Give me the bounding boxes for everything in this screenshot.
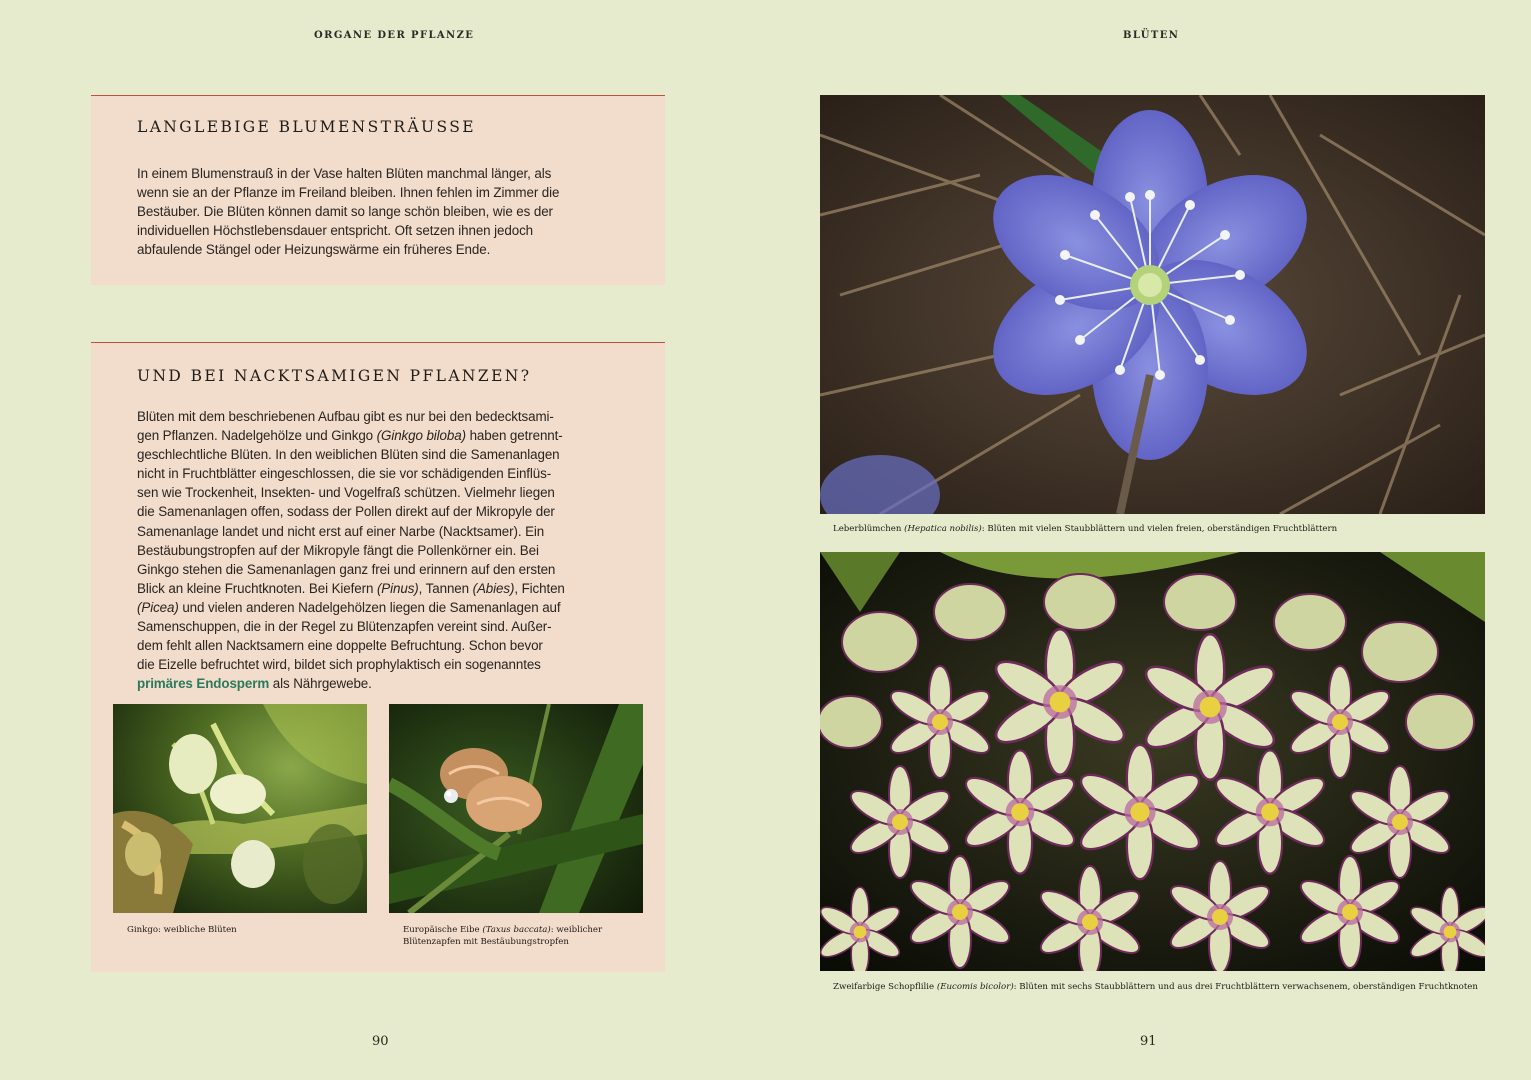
caption-hepatica (833, 524, 1337, 536)
text-run: , Tannen (418, 580, 473, 596)
caption-text: Zweifarbige Schopflilie (833, 982, 937, 992)
text-line: Ginkgo stehen die Samenanlagen ganz frei und erinnern auf den ersten (137, 561, 556, 577)
text-line: Samenschuppen, die in der Regel zu Blütenzapfen vereint sind. Außer- (137, 619, 552, 635)
box-text-bouquets (137, 164, 619, 259)
caption-text: Leberblümchen (833, 524, 905, 534)
text-run: , Fichten (514, 580, 565, 596)
photo-taxus-image (389, 704, 643, 913)
photo-eucomis-image (820, 552, 1485, 971)
caption-ginkgo: Ginkgo: weibliche Blüten (127, 925, 237, 935)
text-line (137, 598, 619, 617)
photo-ginkgo-image (113, 704, 367, 913)
caption-text: Europäische Eibe (403, 925, 483, 935)
text-line: abfaulende Stängel oder Heizungswärme ein früheres Ende. (137, 242, 491, 258)
photo-hepatica-image (820, 95, 1485, 514)
glossary-term-endosperm[interactable]: primäres Endosperm (137, 676, 270, 692)
box-title-gymnosperms: UND BEI NACKTSAMIGEN PFLANZEN? (137, 367, 532, 385)
box-title-bouquets: LANGLEBIGE BLUMENSTRÄUSSE (137, 118, 476, 136)
running-head-left: ORGANE DER PFLANZE (314, 30, 475, 41)
caption-taxus (403, 925, 602, 948)
text-run: und vielen anderen Nadelgehölzen liegen die Samenanlagen auf (178, 599, 561, 615)
text-line (137, 426, 619, 445)
box-text-gymnosperms (137, 407, 619, 693)
species-name: (Picea) (137, 599, 179, 615)
caption-eucomis (833, 982, 1478, 994)
info-box-bouquets (91, 95, 665, 285)
species-name: (Pinus) (376, 580, 419, 596)
text-line: Samenanlage landet und nicht erst auf einer Narbe (Nacktsamer). Ein (137, 523, 545, 539)
text-line: Bestäubungstropfen auf der Mikropyle fängt die Pollenkörner ein. Bei (137, 542, 539, 558)
photo-ginkgo-female-flowers (113, 704, 367, 913)
text-line: wenn sie an der Pflanze im Freiland bleiben. Ihnen fehlen im Zimmer die (137, 185, 560, 201)
text-line: die Samenanlagen offen, sodass der Pollen direkt auf der Mikropyle der (137, 504, 555, 520)
text-line (137, 579, 619, 598)
caption-text: : Blüten mit vielen Staubblättern und vielen freien, oberständigen Fruchtblättern (981, 524, 1338, 534)
text-run: haben getrennt- (465, 428, 563, 444)
photo-taxus-flower-cones (389, 704, 643, 913)
running-head-right: BLÜTEN (1123, 30, 1180, 41)
text-line: nicht in Fruchtblätter eingeschlossen, die sie vor schädigenden Einflüs- (137, 466, 552, 482)
text-line: Bestäuber. Die Blüten können damit so lange schön bleiben, wie es der (137, 204, 553, 220)
text-line: individuellen Höchstlebensdauer entspricht. Oft setzen ihnen jedoch (137, 223, 534, 239)
caption-text: Blütenzapfen mit Bestäubungstropfen (403, 936, 569, 947)
species-name: (Ginkgo biloba) (376, 428, 466, 444)
text-line: Blüten mit dem beschriebenen Aufbau gibt es nur bei den bedecktsami- (137, 409, 554, 424)
caption-text: : Blüten mit sechs Staubblättern und aus drei Fruchtblättern verwachsenem, oberständigen Fruchtknoten (1013, 982, 1478, 992)
page-number-right: 91 (1140, 1034, 1157, 1049)
text-run: als Nährgewebe. (269, 676, 372, 692)
photo-eucomis-bicolor (820, 552, 1485, 971)
photo-hepatica-nobilis (820, 95, 1485, 514)
caption-text: : weiblicher (550, 925, 603, 935)
species-name: (Taxus baccata) (482, 925, 551, 935)
text-line: sen wie Trockenheit, Insekten- und Vogelfraß schützen. Vielmehr liegen (137, 485, 555, 501)
page-number-left: 90 (372, 1034, 389, 1049)
text-line: die Eizelle befruchtet wird, bildet sich prophylaktisch ein sogenanntes (137, 657, 541, 673)
text-line (137, 674, 619, 693)
text-line: geschlechtliche Blüten. In den weiblichen Blüten sind die Samenanlagen (137, 447, 560, 463)
species-name: (Hepatica nobilis) (904, 524, 982, 534)
text-line: dem fehlt allen Nacktsamern eine doppelte Befruchtung. Schon bevor (137, 638, 543, 654)
text-run: gen Pflanzen. Nadelgehölze und Ginkgo (137, 428, 377, 444)
species-name: (Eucomis bicolor) (936, 982, 1014, 992)
text-run: Blick an kleine Fruchtknoten. Bei Kiefern (137, 580, 377, 596)
species-name: (Abies) (472, 580, 515, 596)
text-line: In einem Blumenstrauß in der Vase halten Blüten manchmal länger, als (137, 166, 552, 181)
